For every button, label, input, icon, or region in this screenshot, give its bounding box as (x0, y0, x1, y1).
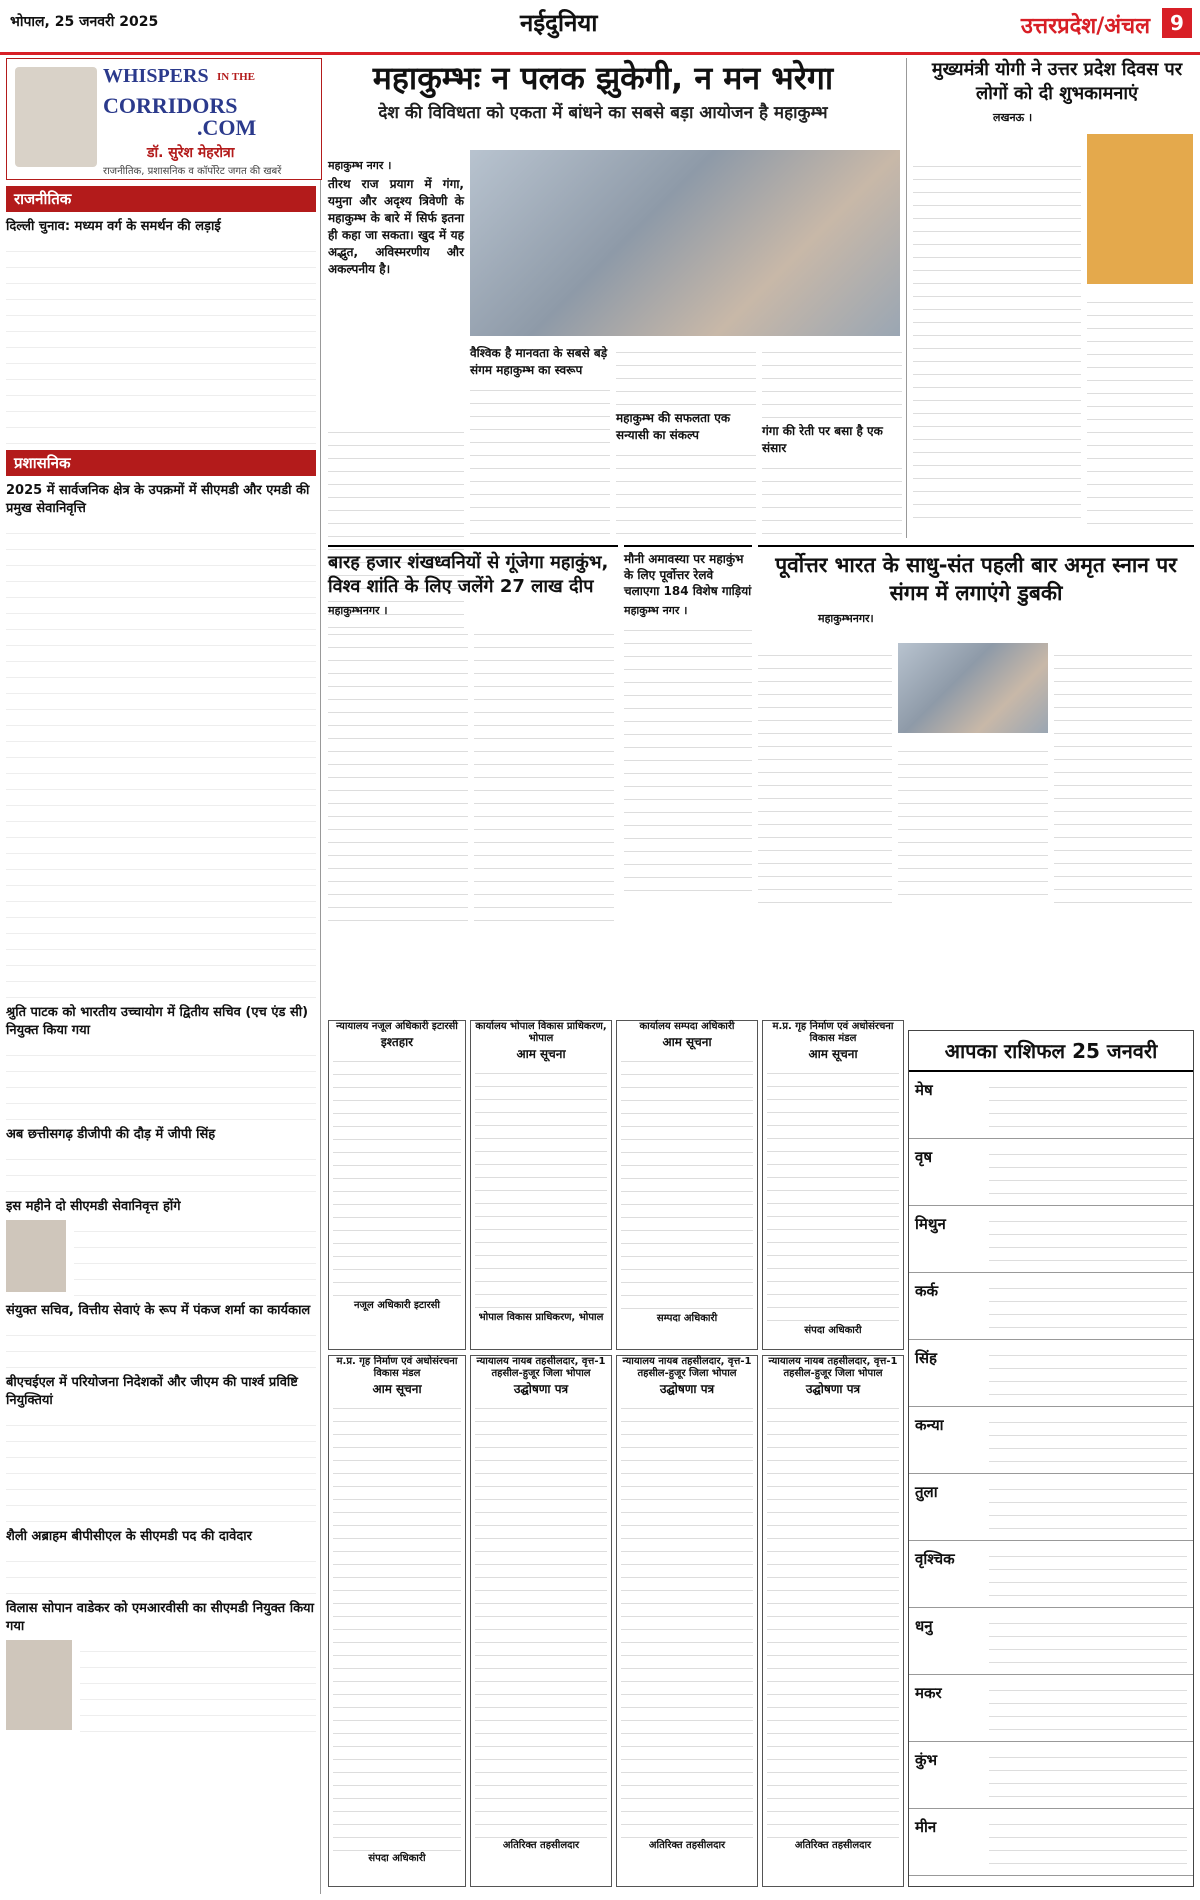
lead-story (328, 60, 878, 123)
story-headline: मुख्यमंत्री योगी ने उत्तर प्रदेश दिवस पर लोगों को दी शुभकामनाएं (931, 59, 1183, 104)
article-body (6, 1144, 316, 1192)
banner-word: .COM (197, 115, 257, 140)
notice-department: म.प्र. गृह निर्माण एवं अधोसंरचना विकास मंडल (336, 1356, 458, 1379)
article-headline: श्रुति पाटक को भारतीय उच्चायोग में द्वितीय सचिव (एच एंड सी) नियुक्त किया गया (6, 1005, 309, 1038)
article-headline: विलास सोपान वाडेकर को एमआरवीसी का सीएमडी नियुक्त किया गया (6, 1601, 314, 1634)
dateline: महाकुम्भनगर। (818, 612, 874, 625)
legal-notice (328, 1020, 466, 1350)
notice-department: न्यायालय नजूल अधिकारी इटारसी (336, 1021, 458, 1032)
subhead: महाकुम्भ की सफलता एक सन्यासी का संकल्प (616, 411, 731, 442)
rashi-name: मकर (915, 1684, 942, 1702)
section-label: प्रशासनिक (6, 450, 316, 476)
cm-photo (1087, 134, 1193, 284)
rashi-row (909, 1675, 1193, 1742)
rashi-text (989, 1279, 1187, 1331)
banner-word: IN THE (217, 71, 256, 83)
rashi-text (989, 1748, 1187, 1800)
notice-title: उद्घोषणा पत्र (513, 1382, 569, 1396)
rashi-row (909, 1541, 1193, 1608)
article-body (6, 1216, 316, 1296)
notice-department: न्यायालय नायब तहसीलदार, वृत्त-1 तहसील-हुजूर जिला भोपाल (476, 1356, 606, 1379)
article-body (6, 518, 316, 998)
rashi-name: मिथुन (915, 1215, 946, 1233)
rashi-row (909, 1474, 1193, 1541)
rashi-name: सिंह (915, 1349, 937, 1367)
rashi-row (909, 1742, 1193, 1809)
notice-signature: अतिरिक्त तहसीलदार (648, 1840, 726, 1851)
notice-title: उद्घोषणा पत्र (805, 1382, 861, 1396)
dateline: लखनऊ । (993, 111, 1033, 124)
banner-tagline: राजनीतिक, प्रशासनिक व कॉर्पोरेट जगत की खबरें (103, 166, 282, 177)
rashi-row (909, 1206, 1193, 1273)
rashi-text (989, 1145, 1187, 1197)
rashi-text (989, 1212, 1187, 1264)
rashi-name: कर्क (915, 1282, 939, 1300)
notice-title: आम सूचना (808, 1047, 858, 1061)
notice-signature: अतिरिक्त तहसीलदार (794, 1840, 872, 1851)
page-number: 9 (1162, 8, 1192, 38)
masthead (0, 0, 1200, 55)
rashifal-title: आपका राशिफल 25 जनवरी (909, 1031, 1193, 1072)
article-headline: दिल्ली चुनाव: मध्यम वर्ग के समर्थन की लड़ाई (6, 219, 221, 234)
lead-body (762, 340, 902, 536)
rashi-text (989, 1480, 1187, 1532)
notice-title: आम सूचना (516, 1047, 566, 1061)
newspaper-logo: नईदुनिया (520, 8, 598, 37)
rashi-text (989, 1614, 1187, 1666)
rashi-name: धनु (915, 1617, 933, 1635)
article-body (6, 1320, 316, 1368)
notice-title: आम सूचना (372, 1382, 422, 1396)
article-headline: 2025 में सार्वजनिक क्षेत्र के उपक्रमों में सीएमडी और एमडी की प्रमुख सेवानिवृत्ति (6, 483, 310, 516)
shankh-story (328, 545, 618, 923)
notice-department: न्यायालय नायब तहसीलदार, वृत्त-1 तहसील-हुजूर जिला भोपाल (768, 1356, 898, 1379)
rashi-name: मेष (915, 1081, 933, 1099)
dateline: महाकुम्भनगर । (328, 604, 388, 617)
article-body (6, 1546, 316, 1594)
notice-title: आम सूचना (662, 1035, 712, 1049)
rashi-row (909, 1407, 1193, 1474)
article-headline: शैली अब्राहम बीपीसीएल के सीएमडी पद की दावेदार (6, 1529, 252, 1544)
kumbh-photo (470, 150, 900, 336)
article-headline: संयुक्त सचिव, वित्तीय सेवाएं के रूप में पंकज शर्मा का कार्यकाल (6, 1303, 311, 1318)
notice-department: कार्यालय सम्पदा अधिकारी (639, 1021, 735, 1032)
lead-body (616, 340, 756, 536)
legal-notice (616, 1355, 758, 1887)
northeast-story (758, 545, 1194, 626)
notice-signature: सम्पदा अधिकारी (656, 1313, 718, 1324)
rashi-name: तुला (915, 1483, 938, 1501)
notice-department: न्यायालय नायब तहसीलदार, वृत्त-1 तहसील-हुजूर जिला भोपाल (622, 1356, 752, 1379)
left-column (6, 58, 321, 1894)
article-headline: अब छत्तीसगढ़ डीजीपी की दौड़ में जीपी सिंह (6, 1127, 216, 1142)
notice-signature: भोपाल विकास प्राधिकरण, भोपाल (478, 1312, 604, 1323)
story-headline: मौनी अमावस्या पर महाकुंभ के लिए पूर्वोत्तर रेलवे चलाएगा 184 विशेष गाड़ियां (624, 552, 752, 598)
dateline: महाकुम्भ नगर । (328, 159, 392, 172)
rashi-row (909, 1072, 1193, 1139)
section-label: राजनीतिक (6, 186, 316, 212)
rashi-text (989, 1547, 1187, 1599)
legal-notice (762, 1020, 904, 1350)
legal-notice (470, 1020, 612, 1350)
person-photo (6, 1640, 72, 1730)
banner-word: WHISPERS (103, 65, 209, 87)
section-name: उत्तरप्रदेश/अंचल (1020, 14, 1150, 39)
lead-subheadline: देश की विविधता को एकता में बांधने का सबसे बड़ा आयोजन है महाकुम्भ (378, 103, 828, 123)
yogi-story (906, 58, 1200, 538)
rashi-row (909, 1340, 1193, 1407)
whispers-banner (6, 58, 322, 180)
rashi-row (909, 1273, 1193, 1340)
author-name: डॉ. सुरेश मेहरोत्रा (147, 145, 235, 161)
rashi-row (909, 1809, 1193, 1876)
article-headline: इस महीने दो सीएमडी सेवानिवृत्त होंगे (6, 1199, 181, 1214)
rashi-row (909, 1139, 1193, 1206)
article-body (6, 1410, 316, 1522)
rashi-name: वृष (915, 1148, 933, 1166)
legal-notice (616, 1020, 758, 1350)
notice-signature: संपदा अधिकारी (804, 1325, 862, 1336)
story-headline: बारह हजार शंखध्वनियों से गूंजेगा महाकुंभ, विश्व शांति के लिए जलेंगे 27 लाख दीप (328, 552, 609, 597)
edition-date: भोपाल, 25 जनवरी 2025 (10, 14, 159, 30)
rashi-row (909, 1608, 1193, 1675)
rashifal-box (908, 1030, 1194, 1887)
rashi-text (989, 1078, 1187, 1130)
notice-title: उद्घोषणा पत्र (659, 1382, 715, 1396)
legal-notice (762, 1355, 904, 1887)
dateline: महाकुम्भ नगर । (624, 604, 688, 617)
lead-intro: तीरथ राज प्रयाग में गंगा, यमुना और अदृश्य त्रिवेणी के महाकुम्भ के बारे में सिर्फ इतना ही कहा जा सकता। खुद में यह अद्भुत, अविस्मरणीय और अकल्पनीय है। (328, 177, 464, 276)
article-body (6, 1636, 316, 1736)
rashi-name: कुंभ (915, 1751, 938, 1769)
notice-title: इश्तहार (380, 1035, 414, 1049)
legal-notice (328, 1355, 466, 1887)
lead-body (470, 340, 610, 536)
notice-signature: नजूल अधिकारी इटारसी (353, 1300, 441, 1311)
article-headline: बीएचईएल में परियोजना निदेशकों और जीएम की पार्श्व प्रविष्टि नियुक्तियां (6, 1375, 298, 1408)
author-portrait (15, 67, 97, 167)
person-photo (6, 1220, 66, 1292)
subhead: वैश्विक है मानवता के सबसे बड़े संगम महाकुम्भ का स्वरूप (470, 346, 608, 377)
rashi-name: वृश्चिक (915, 1550, 955, 1568)
lead-headline: महाकुम्भः न पलक झुकेगी, न मन भरेगा (372, 59, 834, 97)
banner-word: CORRIDORS (103, 93, 238, 118)
article-body (6, 236, 316, 444)
notice-signature: अतिरिक्त तहसीलदार (502, 1840, 580, 1851)
rashi-name: कन्या (915, 1416, 944, 1434)
story-headline: पूर्वोत्तर भारत के साधु-संत पहली बार अमृत स्नान पर संगम में लगाएंगे डुबकी (775, 553, 1177, 605)
rashi-text (989, 1815, 1187, 1867)
article-body (6, 1040, 316, 1120)
notice-signature: संपदा अधिकारी (368, 1853, 426, 1864)
notice-department: कार्यालय भोपाल विकास प्राधिकरण, भोपाल (475, 1021, 607, 1044)
rashi-text (989, 1413, 1187, 1465)
rashi-text (989, 1681, 1187, 1733)
legal-notice (470, 1355, 612, 1887)
rashi-text (989, 1346, 1187, 1398)
sadhu-photo (898, 643, 1048, 733)
notice-department: म.प्र. गृह निर्माण एवं अधोसंरचना विकास मंडल (772, 1021, 894, 1044)
rashi-name: मीन (915, 1818, 937, 1836)
subhead: गंगा की रेती पर बसा है एक संसार (762, 424, 883, 455)
mauni-story (624, 545, 752, 893)
